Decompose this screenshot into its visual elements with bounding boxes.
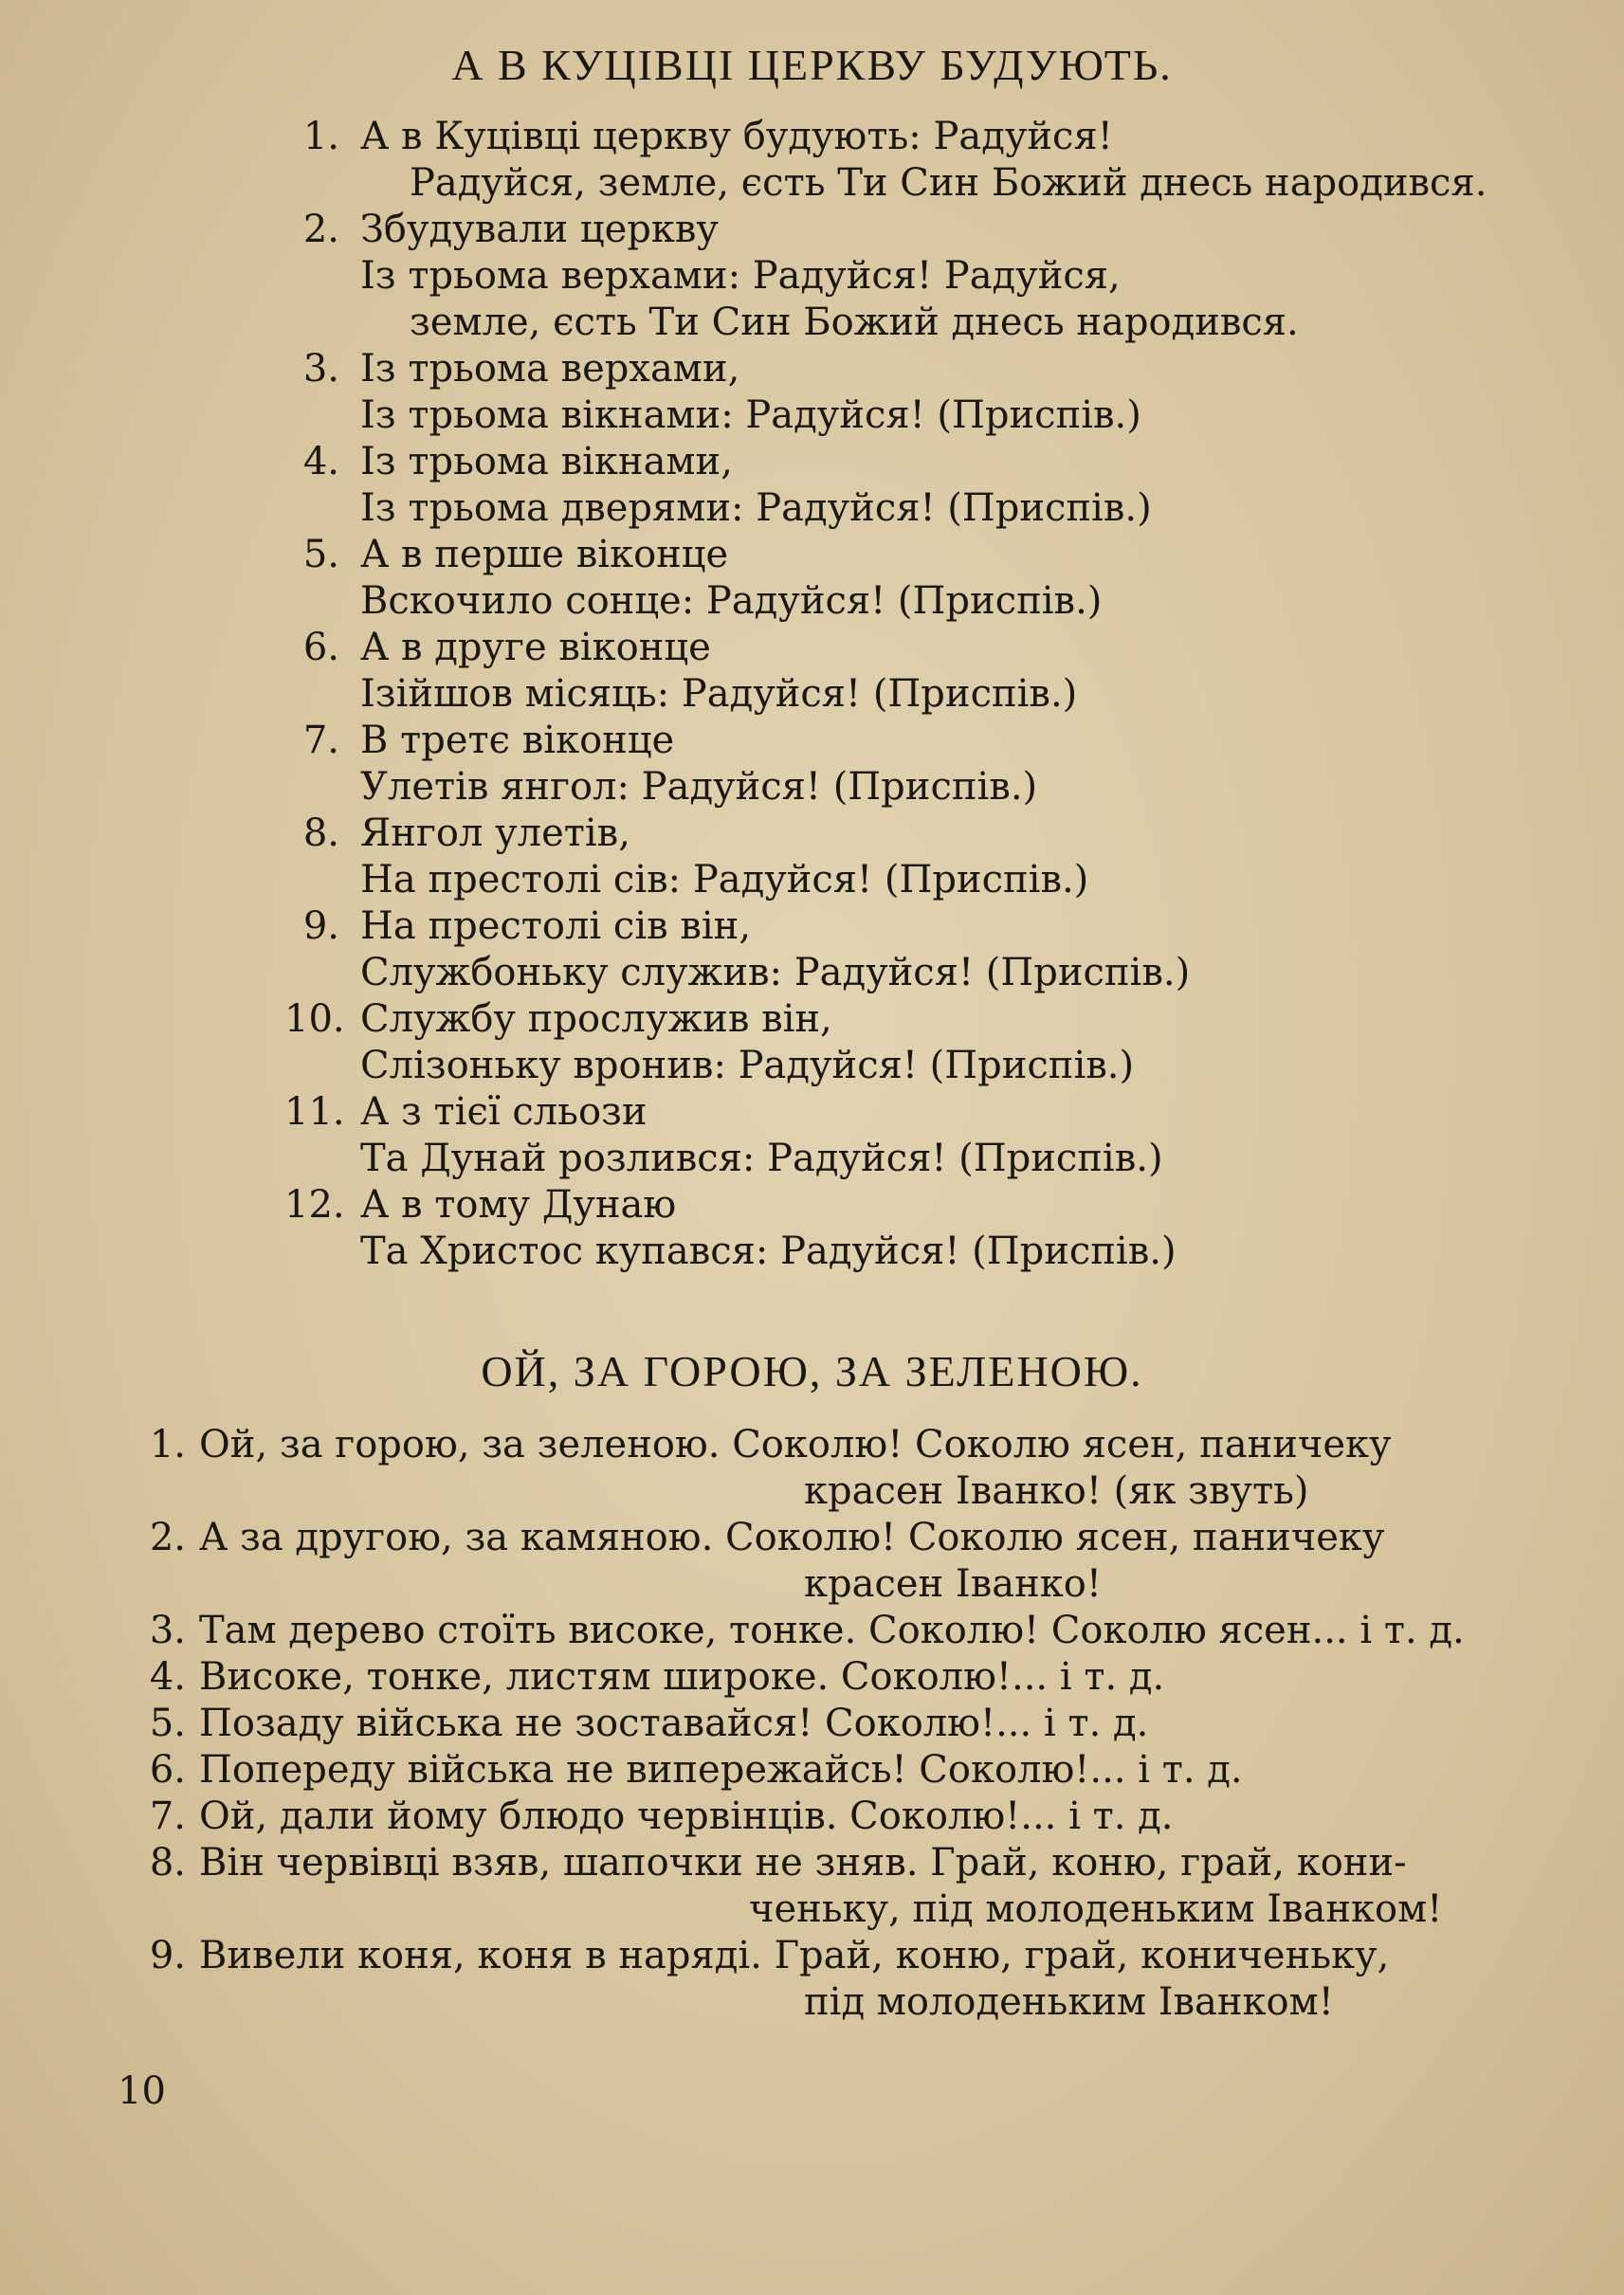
verse-number: 5. [149, 1702, 186, 1745]
verse [149, 1840, 1465, 1933]
poem2-verses [149, 1422, 1465, 2026]
verse-line: Позаду війська не зоставайся! Соколю!... і т. д. [199, 1702, 1149, 1745]
verse [302, 114, 1487, 207]
verse [302, 207, 1487, 346]
verse-number: 4. [149, 1655, 186, 1699]
poem2-title: ОЙ, ЗА ГОРОЮ, ЗА ЗЕЛЕНОЮ. [481, 1347, 1143, 1395]
page-number: 10 [118, 2069, 166, 2113]
verse-line: А в тому Дунаю [360, 1183, 677, 1227]
verse-line: Із трьома верхами: Радуйся! Радуйся, [360, 254, 1121, 298]
verse-number: 3. [302, 347, 339, 391]
verse-line: Ой, за горою, за зеленою. Соколю! Соколю ясен, паничеку [199, 1423, 1392, 1466]
verse-number: 6. [149, 1748, 186, 1792]
verse-line: Із трьома дверями: Радуйся! (Приспів.) [360, 486, 1152, 530]
verse-line: Збудували церкву [360, 208, 719, 251]
verse-line: На престолі сів: Радуйся! (Приспів.) [360, 858, 1089, 902]
verse [302, 625, 1487, 718]
verse [302, 903, 1487, 996]
verse-line: Із трьома верхами, [360, 347, 740, 391]
verse [149, 1422, 1465, 1515]
verse-line: Вивели коня, коня в наряді. Грай, коню, грай, кониченьку, [199, 1934, 1390, 1977]
verse-line: красен Іванко! [804, 1562, 1102, 1606]
verse-line: під молоденьким Іванком! [804, 1980, 1334, 2024]
verse-line: Янгол улетів, [360, 811, 630, 855]
verse-line: Службоньку служив: Радуйся! (Приспів.) [360, 951, 1191, 994]
verse-line: А в Куцівці церкву будують: Радуйся! [360, 115, 1113, 158]
verse-line: Високе, тонке, листям широке. Соколю!... і т. д. [199, 1655, 1165, 1699]
verse-number: 8. [149, 1841, 186, 1885]
verse [284, 996, 1487, 1089]
verse [284, 1182, 1487, 1275]
verse-line: Ой, дали йому блюдо червінців. Соколю!... і т. д. [199, 1794, 1174, 1838]
verse-line: Ізійшов місяць: Радуйся! (Приспів.) [360, 672, 1078, 716]
verse [149, 1608, 1465, 1654]
verse-line: А за другою, за камяною. Соколю! Соколю ясен, паничеку [199, 1516, 1385, 1559]
verse-number: 1. [149, 1423, 186, 1466]
verse [284, 1089, 1487, 1182]
verse-number: 2. [302, 208, 339, 251]
verse [302, 718, 1487, 811]
verse [302, 439, 1487, 532]
verse-line: А з тієї сльози [360, 1090, 648, 1134]
verse-line: Та Дунай розлився: Радуйся! (Приспів.) [360, 1137, 1163, 1180]
verse-number: 3. [149, 1609, 186, 1652]
verse-line: А в друге віконце [360, 626, 711, 669]
verse-line: Радуйся, земле, єсть Ти Син Божий днесь народився. [410, 161, 1487, 205]
verse-line: Із трьома вікнами, [360, 440, 733, 483]
verse-number: 10. [284, 997, 345, 1041]
verse-line: земле, єсть Ти Син Божий днесь народився. [410, 301, 1299, 344]
verse-line: Та Христос купався: Радуйся! (Приспів.) [360, 1229, 1177, 1273]
verse-line: Улетів янгол: Радуйся! (Приспів.) [360, 765, 1038, 809]
verse-line: ченьку, під молоденьким Іванком! [749, 1887, 1443, 1931]
verse-line: Із трьома вікнами: Радуйся! (Приспів.) [360, 393, 1141, 437]
poem1-title: А В КУЦІВЦІ ЦЕРКВУ БУДУЮТЬ. [451, 41, 1173, 89]
verse [302, 346, 1487, 439]
verse-line: Попереду війська не випережайсь! Соколю!... і т. д. [199, 1748, 1243, 1792]
verse-number: 7. [149, 1794, 186, 1838]
verse-line: А в перше віконце [360, 533, 729, 576]
verse-number: 1. [302, 115, 339, 158]
verse-number: 12. [284, 1183, 345, 1227]
verse-number: 9. [302, 904, 339, 948]
verse [149, 1794, 1465, 1840]
verse-line: Вскочило сонце: Радуйся! (Приспів.) [360, 579, 1103, 623]
verse-number: 7. [302, 719, 339, 762]
poem1-verses [284, 114, 1487, 1275]
verse [149, 1933, 1465, 2026]
verse-line: Слізоньку вронив: Радуйся! (Приспів.) [360, 1044, 1135, 1087]
verse [149, 1515, 1465, 1608]
verse-line: Службу прослужив він, [360, 997, 832, 1041]
verse [149, 1747, 1465, 1794]
verse [302, 532, 1487, 625]
verse-line: В третє віконце [360, 719, 675, 762]
verse-number: 6. [302, 626, 339, 669]
verse [149, 1701, 1465, 1747]
verse-number: 4. [302, 440, 339, 483]
verse-number: 9. [149, 1934, 186, 1977]
verse-line: На престолі сів він, [360, 904, 752, 948]
verse-line: красен Іванко! (як звуть) [804, 1469, 1309, 1513]
verse-number: 11. [284, 1090, 345, 1134]
verse [302, 811, 1487, 903]
verse-number: 8. [302, 811, 339, 855]
verse-line: Там дерево стоїть високе, тонке. Соколю! Соколю ясен... і т. д. [199, 1609, 1465, 1652]
verse [149, 1654, 1465, 1701]
verse-line: Він червівці взяв, шапочки не зняв. Грай, коню, грай, кони- [199, 1841, 1407, 1885]
verse-number: 5. [302, 533, 339, 576]
verse-number: 2. [149, 1516, 186, 1559]
